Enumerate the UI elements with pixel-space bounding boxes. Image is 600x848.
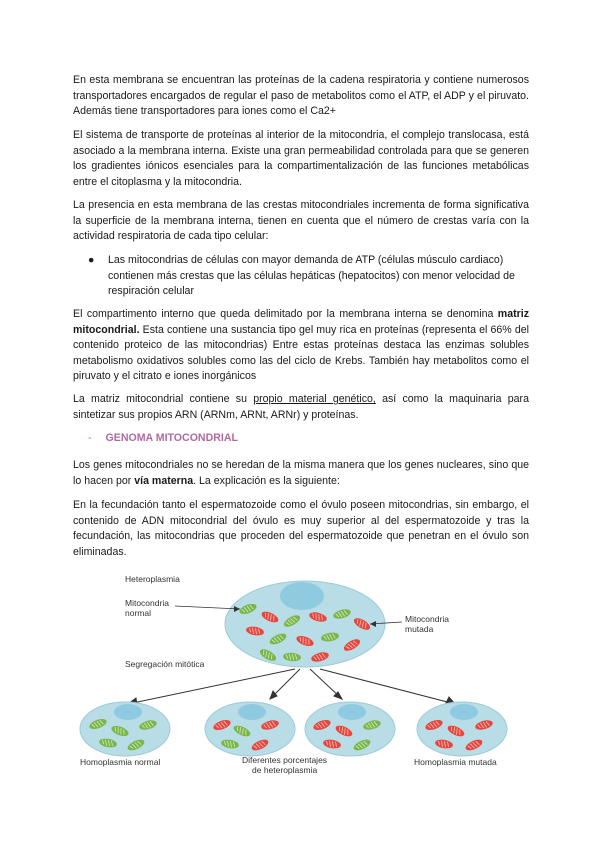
paragraph-translocase: El sistema de transporte de proteínas al interior de la mitocondria, el complejo translocasa, está asociado a la membrana interna. Existe una gran permeabilidad controlada para que se generen los gradientes iónicos esenciales para la compartimentalización de las funciones metabólicas entre el citoplasma y la mitocondria. [73, 129, 529, 188]
heading-text: GENOMA MITOCONDRIAL [105, 432, 238, 444]
segregation-arrows [128, 669, 455, 705]
maternal-text-post: . La explicación es la siguiente: [193, 474, 340, 487]
label-homoplasmy-mutated: Homoplasmia mutada [414, 757, 497, 767]
daughter-cell-homoplasmy-mutated [417, 702, 507, 756]
paragraph-membrane-proteins: En esta membrana se encuentran las proteínas de la cadena respiratoria y contiene numerosos transportadores encargados de regular el paso de metabolitos como el ATP, el ADP y el piruvato. Además tiene transportadores para iones como el Ca2+ [73, 74, 529, 117]
label-heteroplasmy-line2: de heteroplasmia [252, 765, 318, 775]
paragraph-crests: La presencia en esta membrana de las crestas mitocondriales incrementa de forma significativa la superficie de la membrana interna, tienen en cuenta que el número de crestas varía con la actividad respiratoria de cada tipo celular: [73, 199, 529, 242]
heading-dash: - [88, 432, 92, 444]
parent-nucleus [280, 582, 324, 610]
daughter-cell-heteroplasmy-1 [205, 702, 295, 756]
genetic-term: propio material genético, [253, 393, 376, 405]
genetic-text-pre: La matriz mitocondrial contiene su [73, 393, 254, 405]
label-heteroplasmy-line1: Diferentes porcentajes [242, 755, 328, 765]
paragraph-matrix [73, 307, 529, 385]
paragraph-fertilization: En la fecundación tanto el espermatozoide como el óvulo poseen mitocondrias, sin embargo, el contenido de ADN mitocondrial del óvulo es muy superior al del espermatozoide y tras la fecundación, las mitocondrias que proceden del espermatozoide que penetran en el óvulo son eliminadas. [73, 499, 529, 558]
bullet-icon: ● [88, 254, 95, 266]
paragraph-maternal [73, 458, 529, 489]
genetic-text-post: así como la maquinaria para sintetizar sus propios ARN (ARNm, ARNt, ARNr) y proteínas. [73, 393, 529, 421]
matrix-text-post: Esta contiene una sustancia tipo gel muy rica en proteínas (representa el 66% del contenido proteico de las mitocondrias) Entre estas proteínas destaca las enzimas solubles metabolismo oxidativos solubles como las del ciclo de Krebs. También hay metabolitos como el piruvato y el citrato e iones inorgánicos [73, 323, 529, 382]
label-homoplasmy-normal: Homoplasmia normal [80, 757, 161, 767]
bullet-text: Las mitocondrias de células con mayor demanda de ATP (células músculo cardiaco) contienen más crestas que las células hepáticas (hepatocitos) con menor velocidad de respiración celular [108, 254, 515, 297]
figure-title: Heteroplasmia [125, 574, 180, 584]
maternal-term: vía materna [134, 474, 194, 487]
maternal-text-pre: Los genes mitocondriales no se heredan de la misma manera que los genes nucleares, sino que lo hacen por [73, 459, 529, 487]
paragraph-genetic-material [73, 392, 529, 423]
label-segregation: Segregación mitótica [125, 659, 205, 669]
bullet-item-crests [88, 253, 529, 300]
label-normal-line2: normal [125, 608, 151, 618]
label-mutated-line1: Mitocondria [405, 614, 449, 624]
label-mutated-line2: mutada [405, 624, 434, 634]
daughter-cell-heteroplasmy-2 [305, 702, 395, 756]
matrix-text-pre: El compartimento interno que queda delimitado por la membrana interna se denomina [73, 308, 498, 320]
section-heading-genome [88, 432, 238, 444]
label-normal-line1: Mitocondria [125, 598, 169, 608]
heteroplasmy-figure [70, 569, 530, 779]
matrix-term: matriz mitocondrial. [73, 308, 529, 336]
daughter-cell-homoplasmy-normal [80, 702, 170, 756]
